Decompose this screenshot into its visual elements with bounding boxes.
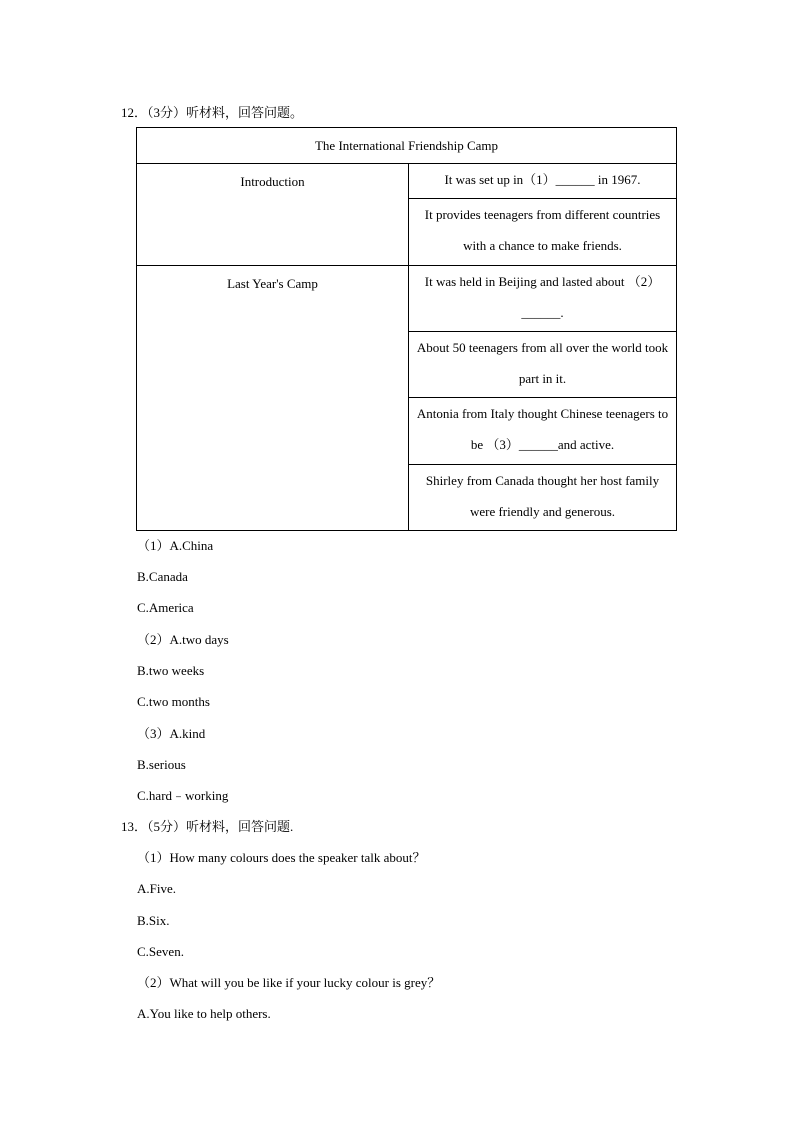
section-label-introduction: Introduction xyxy=(137,164,409,266)
option-line: A.Five. xyxy=(137,881,176,896)
table-cell: It was held in Beijing and lasted about （2）______. xyxy=(409,266,677,332)
option-line: B.serious xyxy=(137,757,186,772)
section-label-last-years-camp: Last Year's Camp xyxy=(137,266,409,531)
option-line: C.Seven. xyxy=(137,944,184,959)
table-cell: About 50 teenagers from all over the world took part in it. xyxy=(409,332,677,398)
option-line: （3）A.kind xyxy=(137,726,206,741)
option-line: （2）A.two days xyxy=(137,632,229,647)
sub-question: （1）How many colours does the speaker talk about？ xyxy=(137,850,426,865)
option-line: （1）A.China xyxy=(137,538,214,553)
camp-table xyxy=(136,127,677,531)
option-line: C.America xyxy=(137,600,194,615)
option-line: C.hard﹣working xyxy=(137,788,229,803)
table-cell: Shirley from Canada thought her host family were friendly and generous. xyxy=(409,465,677,531)
table-row xyxy=(137,266,677,332)
table-title: The International Friendship Camp xyxy=(137,128,677,164)
option-line: A.You like to help others. xyxy=(137,1006,271,1021)
table-cell: It provides teenagers from different countries with a chance to make friends. xyxy=(409,199,677,266)
question-12-heading: 12．（3分）听材料，回答问题。 xyxy=(121,105,304,120)
question-13-heading: 13．（5分）听材料，回答问题. xyxy=(121,819,294,834)
table-row xyxy=(137,164,677,199)
table-cell: It was set up in（1）______ in 1967. xyxy=(409,164,677,199)
sub-question: （2）What will you be like if your lucky colour is grey？ xyxy=(137,975,441,990)
table-title-row xyxy=(137,128,677,164)
option-line: B.two weeks xyxy=(137,663,205,678)
option-line: B.Canada xyxy=(137,569,188,584)
option-line: B.Six. xyxy=(137,913,170,928)
table-cell: Antonia from Italy thought Chinese teenagers to be （3）______and active. xyxy=(409,398,677,465)
option-line: C.two months xyxy=(137,694,210,709)
